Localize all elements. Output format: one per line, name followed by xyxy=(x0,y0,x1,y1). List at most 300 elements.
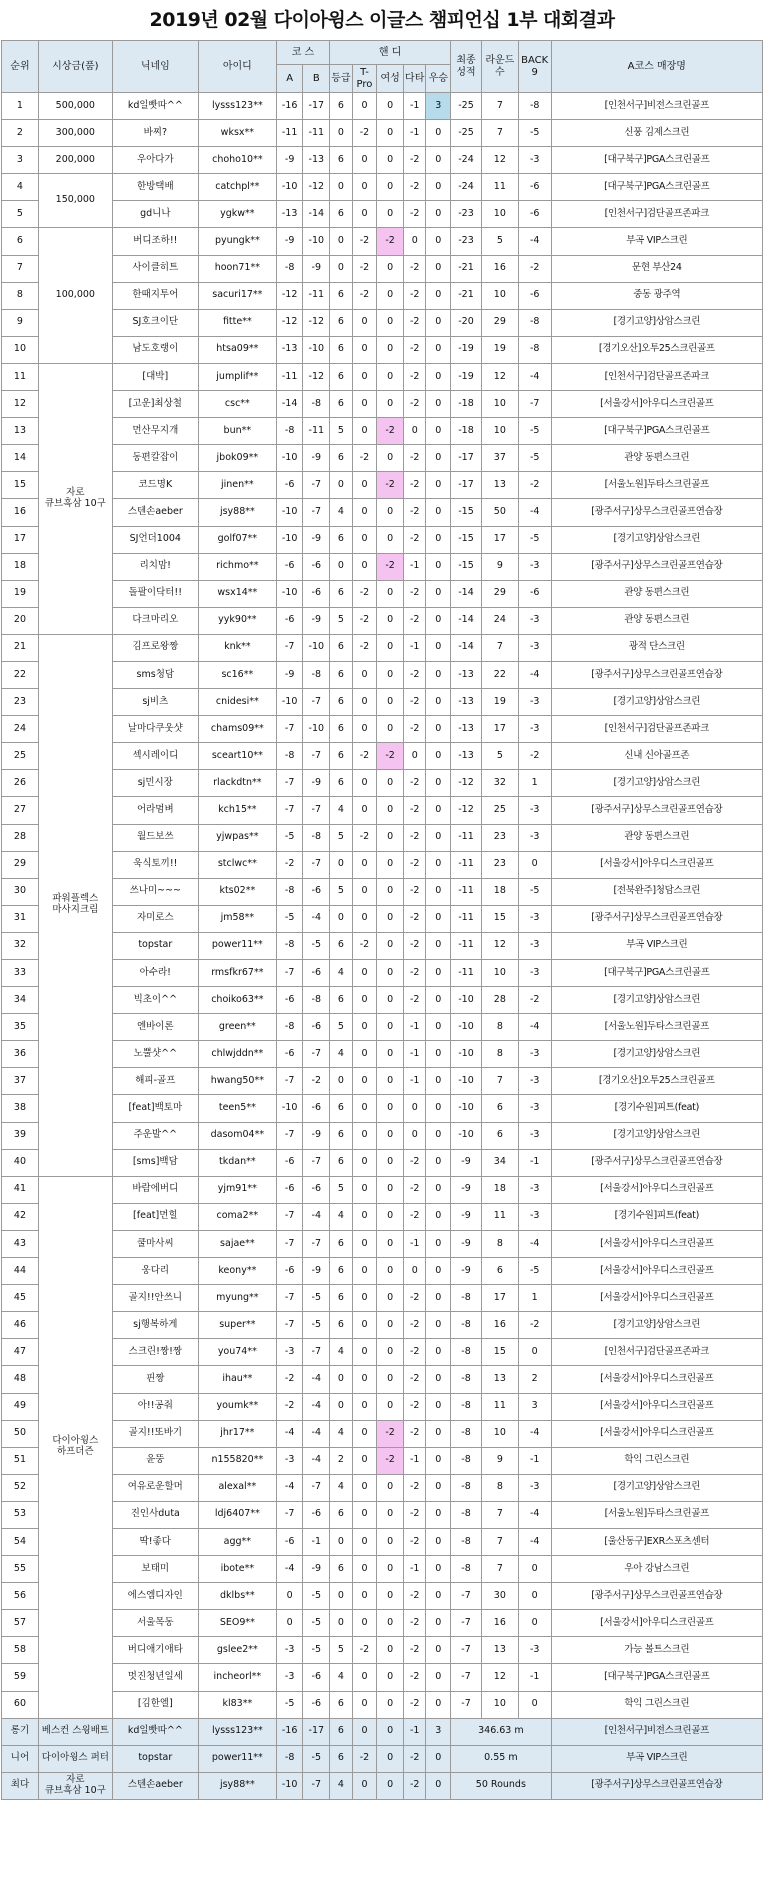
table-row xyxy=(2,743,763,770)
nickname-cell: 월드보쓰 xyxy=(112,824,198,851)
back9-cell: -5 xyxy=(518,445,551,472)
final-score-cell: -13 xyxy=(451,743,482,770)
nickname-cell: 스크린!짱!짱 xyxy=(112,1339,198,1366)
final-score-cell: -9 xyxy=(451,1230,482,1257)
grade-cell: 6 xyxy=(330,445,353,472)
grade-cell: 0 xyxy=(330,1393,353,1420)
header-win: 우승 xyxy=(426,65,451,93)
female-cell: 0 xyxy=(377,1258,404,1285)
win-cell: 0 xyxy=(426,1420,451,1447)
female-cell: 0 xyxy=(377,607,404,634)
grade-cell: 0 xyxy=(330,1610,353,1637)
rank-cell: 27 xyxy=(2,797,39,824)
course-a-cell: -8 xyxy=(276,743,303,770)
tpro-cell: 0 xyxy=(352,1339,377,1366)
course-a-cell: -7 xyxy=(276,634,303,661)
female-cell: 0 xyxy=(377,1312,404,1339)
table-row xyxy=(2,1664,763,1691)
final-score-cell: -10 xyxy=(451,1041,482,1068)
multi-cell: -2 xyxy=(403,580,426,607)
course-a-cell: -5 xyxy=(276,824,303,851)
course-b-cell: -9 xyxy=(303,1258,330,1285)
rounds-cell: 5 xyxy=(481,743,518,770)
tpro-cell: 0 xyxy=(352,93,377,120)
multi-cell: -1 xyxy=(403,1556,426,1583)
table-row xyxy=(2,932,763,959)
female-cell: 0 xyxy=(377,1745,404,1772)
course-b-cell: -9 xyxy=(303,526,330,553)
award-prize-cell: 베스컨 스윙배트 xyxy=(38,1718,112,1745)
win-cell: 0 xyxy=(426,1772,451,1799)
shop-cell: [전북완주]청담스크린 xyxy=(551,878,762,905)
rank-cell: 35 xyxy=(2,1014,39,1041)
female-cell: 0 xyxy=(377,1203,404,1230)
multi-cell: -2 xyxy=(403,1501,426,1528)
rank-cell: 19 xyxy=(2,580,39,607)
award-row xyxy=(2,1718,763,1745)
course-a-cell: -10 xyxy=(276,580,303,607)
course-a-cell: -10 xyxy=(276,445,303,472)
prize-cell: 500,000 xyxy=(38,93,112,120)
back9-cell: -6 xyxy=(518,201,551,228)
id-cell: super** xyxy=(198,1312,276,1339)
tpro-cell: 0 xyxy=(352,1014,377,1041)
table-row xyxy=(2,147,763,174)
rank-cell: 58 xyxy=(2,1637,39,1664)
shop-cell: [광주서구]상무스크린골프연습장 xyxy=(551,661,762,688)
grade-cell: 6 xyxy=(330,93,353,120)
shop-cell: 부곡 VIP스크린 xyxy=(551,1745,762,1772)
female-cell: 0 xyxy=(377,120,404,147)
table-row xyxy=(2,1203,763,1230)
tpro-cell: 0 xyxy=(352,1366,377,1393)
rank-cell: 20 xyxy=(2,607,39,634)
back9-cell: -8 xyxy=(518,309,551,336)
rank-cell: 42 xyxy=(2,1203,39,1230)
grade-cell: 6 xyxy=(330,716,353,743)
rounds-cell: 10 xyxy=(481,391,518,418)
tpro-cell: -2 xyxy=(352,824,377,851)
female-cell: 0 xyxy=(377,1474,404,1501)
rounds-cell: 17 xyxy=(481,526,518,553)
multi-cell: -2 xyxy=(403,1366,426,1393)
grade-cell: 0 xyxy=(330,851,353,878)
grade-cell: 4 xyxy=(330,960,353,987)
win-cell: 0 xyxy=(426,1122,451,1149)
shop-cell: 관양 동편스크린 xyxy=(551,580,762,607)
nickname-cell: 스텐손aeber xyxy=(112,1772,198,1799)
back9-cell: 2 xyxy=(518,1366,551,1393)
course-a-cell: -13 xyxy=(276,201,303,228)
win-cell: 0 xyxy=(426,1637,451,1664)
id-cell: catchpl** xyxy=(198,174,276,201)
final-score-cell: -25 xyxy=(451,93,482,120)
grade-cell: 5 xyxy=(330,418,353,445)
table-row xyxy=(2,1122,763,1149)
final-score-cell: -8 xyxy=(451,1366,482,1393)
rounds-cell: 12 xyxy=(481,932,518,959)
header-course-a: A xyxy=(276,65,303,93)
grade-cell: 0 xyxy=(330,1366,353,1393)
rank-cell: 34 xyxy=(2,987,39,1014)
grade-cell: 6 xyxy=(330,1258,353,1285)
grade-cell: 4 xyxy=(330,797,353,824)
rank-cell: 1 xyxy=(2,93,39,120)
final-score-cell: -7 xyxy=(451,1637,482,1664)
tpro-cell: -2 xyxy=(352,1745,377,1772)
female-cell: 0 xyxy=(377,987,404,1014)
back9-cell: -3 xyxy=(518,1176,551,1203)
tpro-cell: 0 xyxy=(352,797,377,824)
nickname-cell: 우아다가 xyxy=(112,147,198,174)
rank-cell: 30 xyxy=(2,878,39,905)
course-a-cell: -2 xyxy=(276,1366,303,1393)
final-score-cell: -11 xyxy=(451,878,482,905)
shop-cell: [인천서구]비전스크린골프 xyxy=(551,93,762,120)
id-cell: alexal** xyxy=(198,1474,276,1501)
nickname-cell: topstar xyxy=(112,932,198,959)
final-score-cell: -9 xyxy=(451,1149,482,1176)
rounds-cell: 11 xyxy=(481,1393,518,1420)
id-cell: lysss123** xyxy=(198,93,276,120)
table-row xyxy=(2,1556,763,1583)
tpro-cell: 0 xyxy=(352,1285,377,1312)
final-score-cell: -10 xyxy=(451,1095,482,1122)
nickname-cell: 보태미 xyxy=(112,1556,198,1583)
id-cell: teen5** xyxy=(198,1095,276,1122)
shop-cell: [대구북구]PGA스크린골프 xyxy=(551,147,762,174)
final-score-cell: -14 xyxy=(451,634,482,661)
back9-cell: -4 xyxy=(518,1014,551,1041)
rounds-cell: 8 xyxy=(481,1014,518,1041)
course-a-cell: -7 xyxy=(276,1501,303,1528)
shop-cell: [서울강서]아우디스크린골프 xyxy=(551,391,762,418)
id-cell: sceart10** xyxy=(198,743,276,770)
grade-cell: 6 xyxy=(330,282,353,309)
win-cell: 0 xyxy=(426,553,451,580)
id-cell: pyungk** xyxy=(198,228,276,255)
win-cell: 0 xyxy=(426,1474,451,1501)
shop-cell: [대구북구]PGA스크린골프 xyxy=(551,1664,762,1691)
id-cell: SEO9** xyxy=(198,1610,276,1637)
shop-cell: [경기고양]상암스크린 xyxy=(551,1122,762,1149)
win-cell: 0 xyxy=(426,336,451,363)
rank-cell: 39 xyxy=(2,1122,39,1149)
course-a-cell: -7 xyxy=(276,716,303,743)
rank-cell: 3 xyxy=(2,147,39,174)
shop-cell: [인천서구]검단골프존파크 xyxy=(551,201,762,228)
nickname-cell: 노뿔샷^^ xyxy=(112,1041,198,1068)
id-cell: lysss123** xyxy=(198,1718,276,1745)
rounds-cell: 19 xyxy=(481,689,518,716)
female-cell: 0 xyxy=(377,1041,404,1068)
win-cell: 0 xyxy=(426,363,451,390)
multi-cell: -2 xyxy=(403,1420,426,1447)
course-b-cell: -10 xyxy=(303,634,330,661)
shop-cell: [울산동구]EXR스포츠센터 xyxy=(551,1528,762,1555)
female-cell: 0 xyxy=(377,661,404,688)
rank-cell: 36 xyxy=(2,1041,39,1068)
rank-cell: 22 xyxy=(2,661,39,688)
shop-cell: [서울강서]아우디스크린골프 xyxy=(551,1285,762,1312)
course-a-cell: -5 xyxy=(276,1691,303,1718)
shop-cell: [광주서구]상무스크린골프연습장 xyxy=(551,1149,762,1176)
grade-cell: 0 xyxy=(330,228,353,255)
rounds-cell: 11 xyxy=(481,1203,518,1230)
back9-cell: -2 xyxy=(518,255,551,282)
table-row xyxy=(2,661,763,688)
award-label-cell: 최다 xyxy=(2,1772,39,1799)
course-b-cell: -6 xyxy=(303,1501,330,1528)
win-cell: 0 xyxy=(426,607,451,634)
grade-cell: 5 xyxy=(330,1176,353,1203)
back9-cell: -5 xyxy=(518,120,551,147)
course-b-cell: -8 xyxy=(303,824,330,851)
final-score-cell: -18 xyxy=(451,391,482,418)
nickname-cell: gd니나 xyxy=(112,201,198,228)
multi-cell: -2 xyxy=(403,851,426,878)
back9-cell: -3 xyxy=(518,1068,551,1095)
course-b-cell: -9 xyxy=(303,770,330,797)
final-score-cell: -8 xyxy=(451,1393,482,1420)
course-b-cell: -9 xyxy=(303,1122,330,1149)
tpro-cell: -2 xyxy=(352,1637,377,1664)
shop-cell: 중동 광주역 xyxy=(551,282,762,309)
tpro-cell: 0 xyxy=(352,336,377,363)
award-prize-cell: 다이아윙스 퍼터 xyxy=(38,1745,112,1772)
prize-cell: 300,000 xyxy=(38,120,112,147)
header-nickname: 닉네임 xyxy=(112,41,198,93)
back9-cell: -4 xyxy=(518,1501,551,1528)
win-cell: 0 xyxy=(426,1745,451,1772)
rounds-cell: 7 xyxy=(481,634,518,661)
back9-cell: -4 xyxy=(518,1528,551,1555)
rounds-cell: 6 xyxy=(481,1095,518,1122)
nickname-cell: sj행복하게 xyxy=(112,1312,198,1339)
final-score-cell: -10 xyxy=(451,1122,482,1149)
course-b-cell: -9 xyxy=(303,445,330,472)
id-cell: jsy88** xyxy=(198,1772,276,1799)
rank-cell: 26 xyxy=(2,770,39,797)
win-cell: 0 xyxy=(426,743,451,770)
id-cell: ihau** xyxy=(198,1366,276,1393)
back9-cell: -2 xyxy=(518,1312,551,1339)
rounds-cell: 16 xyxy=(481,255,518,282)
id-cell: incheorl** xyxy=(198,1664,276,1691)
grade-cell: 4 xyxy=(330,1474,353,1501)
table-row xyxy=(2,553,763,580)
table-row xyxy=(2,824,763,851)
tpro-cell: 0 xyxy=(352,526,377,553)
back9-cell: -4 xyxy=(518,228,551,255)
final-score-cell: -11 xyxy=(451,851,482,878)
female-cell: 0 xyxy=(377,363,404,390)
final-score-cell: -13 xyxy=(451,661,482,688)
table-row xyxy=(2,634,763,661)
shop-cell: [서울강서]아우디스크린골프 xyxy=(551,1258,762,1285)
course-a-cell: -9 xyxy=(276,147,303,174)
id-cell: cnidesi** xyxy=(198,689,276,716)
table-row xyxy=(2,499,763,526)
female-cell: 0 xyxy=(377,716,404,743)
header-rank: 순위 xyxy=(2,41,39,93)
id-cell: jhr17** xyxy=(198,1420,276,1447)
shop-cell: 우아 강남스크린 xyxy=(551,1556,762,1583)
nickname-cell: sms청담 xyxy=(112,661,198,688)
table-row xyxy=(2,1528,763,1555)
female-cell: 0 xyxy=(377,309,404,336)
id-cell: rmsfkr67** xyxy=(198,960,276,987)
rounds-cell: 28 xyxy=(481,987,518,1014)
rank-cell: 53 xyxy=(2,1501,39,1528)
course-a-cell: -10 xyxy=(276,499,303,526)
id-cell: coma2** xyxy=(198,1203,276,1230)
final-score-cell: -8 xyxy=(451,1501,482,1528)
rank-cell: 45 xyxy=(2,1285,39,1312)
back9-cell: -5 xyxy=(518,878,551,905)
female-cell: 0 xyxy=(377,1718,404,1745)
table-row xyxy=(2,174,763,201)
prize-cell: 자로 큐브흑삼 10구 xyxy=(38,363,112,634)
grade-cell: 4 xyxy=(330,499,353,526)
back9-cell: -3 xyxy=(518,1122,551,1149)
back9-cell: 3 xyxy=(518,1393,551,1420)
course-b-cell: -14 xyxy=(303,201,330,228)
table-row xyxy=(2,1041,763,1068)
rounds-cell: 34 xyxy=(481,1149,518,1176)
female-cell: 0 xyxy=(377,1339,404,1366)
back9-cell: -1 xyxy=(518,1447,551,1474)
win-cell: 0 xyxy=(426,1149,451,1176)
prize-cell: 다이아윙스 하프더즌 xyxy=(38,1176,112,1718)
multi-cell: 0 xyxy=(403,1095,426,1122)
final-score-cell: -8 xyxy=(451,1556,482,1583)
rounds-cell: 10 xyxy=(481,960,518,987)
nickname-cell: 바람에버디 xyxy=(112,1176,198,1203)
tpro-cell: 0 xyxy=(352,960,377,987)
female-cell: 0 xyxy=(377,851,404,878)
course-a-cell: -8 xyxy=(276,418,303,445)
nickname-cell: [sms]백담 xyxy=(112,1149,198,1176)
tpro-cell: 0 xyxy=(352,1691,377,1718)
win-cell: 3 xyxy=(426,93,451,120)
table-row xyxy=(2,1393,763,1420)
tpro-cell: 0 xyxy=(352,1230,377,1257)
course-a-cell: -7 xyxy=(276,1285,303,1312)
back9-cell: -3 xyxy=(518,1041,551,1068)
final-score-cell: -20 xyxy=(451,309,482,336)
course-a-cell: -6 xyxy=(276,607,303,634)
shop-cell: 학익 그린스크린 xyxy=(551,1691,762,1718)
multi-cell: -2 xyxy=(403,1312,426,1339)
rank-cell: 29 xyxy=(2,851,39,878)
table-row xyxy=(2,1068,763,1095)
tpro-cell: -2 xyxy=(352,743,377,770)
nickname-cell: 쓰나미~~~ xyxy=(112,878,198,905)
course-b-cell: -5 xyxy=(303,1312,330,1339)
multi-cell: -2 xyxy=(403,391,426,418)
course-a-cell: -11 xyxy=(276,363,303,390)
tpro-cell: 0 xyxy=(352,472,377,499)
multi-cell: -2 xyxy=(403,1772,426,1799)
multi-cell: -2 xyxy=(403,174,426,201)
win-cell: 0 xyxy=(426,878,451,905)
course-a-cell: -5 xyxy=(276,905,303,932)
rank-cell: 7 xyxy=(2,255,39,282)
back9-cell: -3 xyxy=(518,797,551,824)
final-score-cell: -8 xyxy=(451,1474,482,1501)
win-cell: 0 xyxy=(426,472,451,499)
id-cell: fitte** xyxy=(198,309,276,336)
rounds-cell: 29 xyxy=(481,580,518,607)
back9-cell: -2 xyxy=(518,743,551,770)
course-a-cell: -6 xyxy=(276,472,303,499)
final-score-cell: -11 xyxy=(451,824,482,851)
rounds-cell: 8 xyxy=(481,1041,518,1068)
table-row xyxy=(2,1014,763,1041)
final-score-cell: -25 xyxy=(451,120,482,147)
course-b-cell: -7 xyxy=(303,851,330,878)
id-cell: yyk90** xyxy=(198,607,276,634)
back9-cell: -3 xyxy=(518,147,551,174)
win-cell: 0 xyxy=(426,1230,451,1257)
final-score-cell: -7 xyxy=(451,1610,482,1637)
course-a-cell: -8 xyxy=(276,878,303,905)
nickname-cell: 어라멈벼 xyxy=(112,797,198,824)
course-a-cell: -7 xyxy=(276,1068,303,1095)
course-a-cell: -7 xyxy=(276,1203,303,1230)
table-row xyxy=(2,987,763,1014)
grade-cell: 4 xyxy=(330,1339,353,1366)
female-cell: 0 xyxy=(377,1068,404,1095)
rounds-cell: 10 xyxy=(481,282,518,309)
rounds-cell: 30 xyxy=(481,1583,518,1610)
shop-cell: [광주서구]상무스크린골프연습장 xyxy=(551,905,762,932)
shop-cell: [경기고양]상암스크린 xyxy=(551,1474,762,1501)
win-cell: 0 xyxy=(426,1258,451,1285)
award-record-cell: 346.63 m xyxy=(451,1718,551,1745)
final-score-cell: -11 xyxy=(451,905,482,932)
nickname-cell: kd일빳따^^ xyxy=(112,1718,198,1745)
multi-cell: -1 xyxy=(403,1041,426,1068)
nickname-cell: 에스엠디자인 xyxy=(112,1583,198,1610)
rounds-cell: 5 xyxy=(481,228,518,255)
female-cell: 0 xyxy=(377,1176,404,1203)
win-cell: 0 xyxy=(426,851,451,878)
table-body xyxy=(2,93,763,1719)
id-cell: rlackdtn** xyxy=(198,770,276,797)
shop-cell: 관양 동편스크린 xyxy=(551,445,762,472)
nickname-cell: 날마다쿠웃샷 xyxy=(112,716,198,743)
course-a-cell: 0 xyxy=(276,1583,303,1610)
win-cell: 0 xyxy=(426,445,451,472)
rank-cell: 41 xyxy=(2,1176,39,1203)
id-cell: knk** xyxy=(198,634,276,661)
multi-cell: -2 xyxy=(403,255,426,282)
course-b-cell: -7 xyxy=(303,1230,330,1257)
multi-cell: -1 xyxy=(403,553,426,580)
grade-cell: 6 xyxy=(330,770,353,797)
final-score-cell: -9 xyxy=(451,1258,482,1285)
nickname-cell: sj비츠 xyxy=(112,689,198,716)
tpro-cell: 0 xyxy=(352,499,377,526)
female-cell: 0 xyxy=(377,905,404,932)
back9-cell: 0 xyxy=(518,1583,551,1610)
nickname-cell: 바찌? xyxy=(112,120,198,147)
final-score-cell: -8 xyxy=(451,1285,482,1312)
win-cell: 0 xyxy=(426,499,451,526)
id-cell: youmk** xyxy=(198,1393,276,1420)
